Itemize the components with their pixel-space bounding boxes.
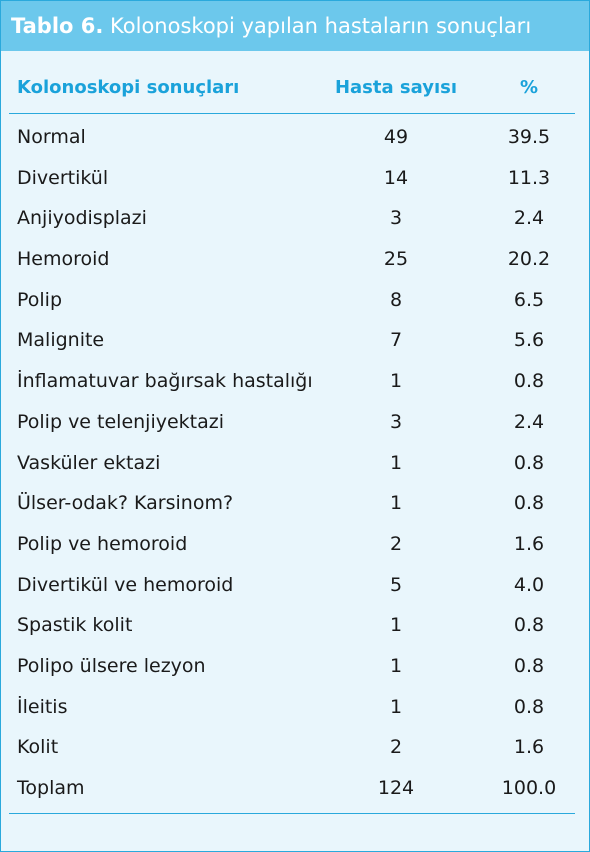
cell-result: Malignite (17, 329, 105, 352)
cell-percent: 2.4 (513, 410, 545, 433)
cell-patient-count: 1 (389, 654, 403, 677)
table-row (1, 198, 589, 239)
cell-patient-count: 124 (377, 777, 415, 799)
cell-percent: 4.0 (513, 573, 545, 596)
table-row (1, 524, 589, 565)
table-row (1, 361, 589, 402)
cell-percent: 6.5 (513, 288, 545, 311)
table-caption: Kolonoskopi yapılan hastaların sonuçları (110, 14, 532, 38)
cell-result: Vasküler ektazi (17, 451, 161, 474)
table-title (1, 1, 589, 51)
cell-result: İnflamatuvar bağırsak hastalığı (17, 370, 313, 393)
table-row (1, 768, 589, 809)
cell-percent: 5.6 (513, 329, 545, 352)
cell-result: Polip ve telenjiyektazi (17, 410, 225, 433)
cell-result: Polip ve hemoroid (17, 532, 188, 555)
table-number: Tablo 6. (11, 14, 104, 38)
cell-patient-count: 1 (389, 370, 403, 393)
table-row (1, 320, 589, 361)
table-row (1, 605, 589, 646)
cell-percent: 2.4 (513, 207, 545, 230)
cell-patient-count: 7 (389, 329, 403, 352)
cell-percent: 0.8 (513, 492, 545, 515)
table-row (1, 483, 589, 524)
table-row (1, 239, 589, 280)
table-row (1, 646, 589, 687)
cell-percent: 0.8 (513, 451, 545, 474)
cell-result: Normal (17, 126, 86, 148)
column-header-patient-count: Hasta sayısı (334, 77, 458, 98)
cell-result: İleitis (17, 695, 68, 718)
table-row (1, 687, 589, 728)
cell-percent: 11.3 (507, 166, 551, 189)
table-row (1, 158, 589, 199)
cell-result: Hemoroid (17, 248, 110, 271)
table-bottom-divider (9, 813, 575, 814)
table-row (1, 280, 589, 321)
cell-patient-count: 1 (389, 492, 403, 515)
cell-percent: 39.5 (507, 126, 551, 148)
cell-patient-count: 1 (389, 451, 403, 474)
table-header-row (1, 63, 589, 113)
table-body (1, 113, 589, 809)
cell-percent: 0.8 (513, 695, 545, 718)
cell-result: Divertikül ve hemoroid (17, 573, 234, 596)
table-row (1, 565, 589, 606)
column-header-percent: % (519, 77, 539, 98)
cell-patient-count: 2 (389, 532, 403, 555)
cell-patient-count: 25 (383, 248, 409, 271)
cell-patient-count: 2 (389, 736, 403, 759)
cell-patient-count: 1 (389, 695, 403, 718)
table-row (1, 443, 589, 484)
cell-result: Divertikül (17, 166, 109, 189)
cell-result: Spastik kolit (17, 614, 133, 637)
cell-percent: 1.6 (513, 532, 545, 555)
cell-percent: 100.0 (501, 777, 557, 799)
cell-patient-count: 1 (389, 614, 403, 637)
cell-result: Kolit (17, 736, 59, 759)
cell-result: Toplam (17, 777, 85, 799)
results-table (1, 63, 589, 809)
cell-patient-count: 14 (383, 166, 409, 189)
cell-percent: 0.8 (513, 370, 545, 393)
cell-patient-count: 3 (389, 410, 403, 433)
cell-percent: 0.8 (513, 654, 545, 677)
cell-patient-count: 8 (389, 288, 403, 311)
cell-result: Anjiyodisplazi (17, 207, 147, 230)
table-row (1, 402, 589, 443)
cell-patient-count: 49 (383, 126, 409, 148)
cell-result: Polip (17, 288, 63, 311)
cell-patient-count: 5 (389, 573, 403, 596)
cell-patient-count: 3 (389, 207, 403, 230)
header-divider (9, 113, 575, 114)
cell-percent: 1.6 (513, 736, 545, 759)
cell-percent: 0.8 (513, 614, 545, 637)
cell-result: Ülser-odak? Karsinom? (17, 492, 234, 515)
cell-result: Polipo ülsere lezyon (17, 654, 206, 677)
table-row (1, 117, 589, 158)
table-row (1, 727, 589, 768)
column-header-result: Kolonoskopi sonuçları (17, 77, 240, 98)
cell-percent: 20.2 (507, 248, 551, 271)
